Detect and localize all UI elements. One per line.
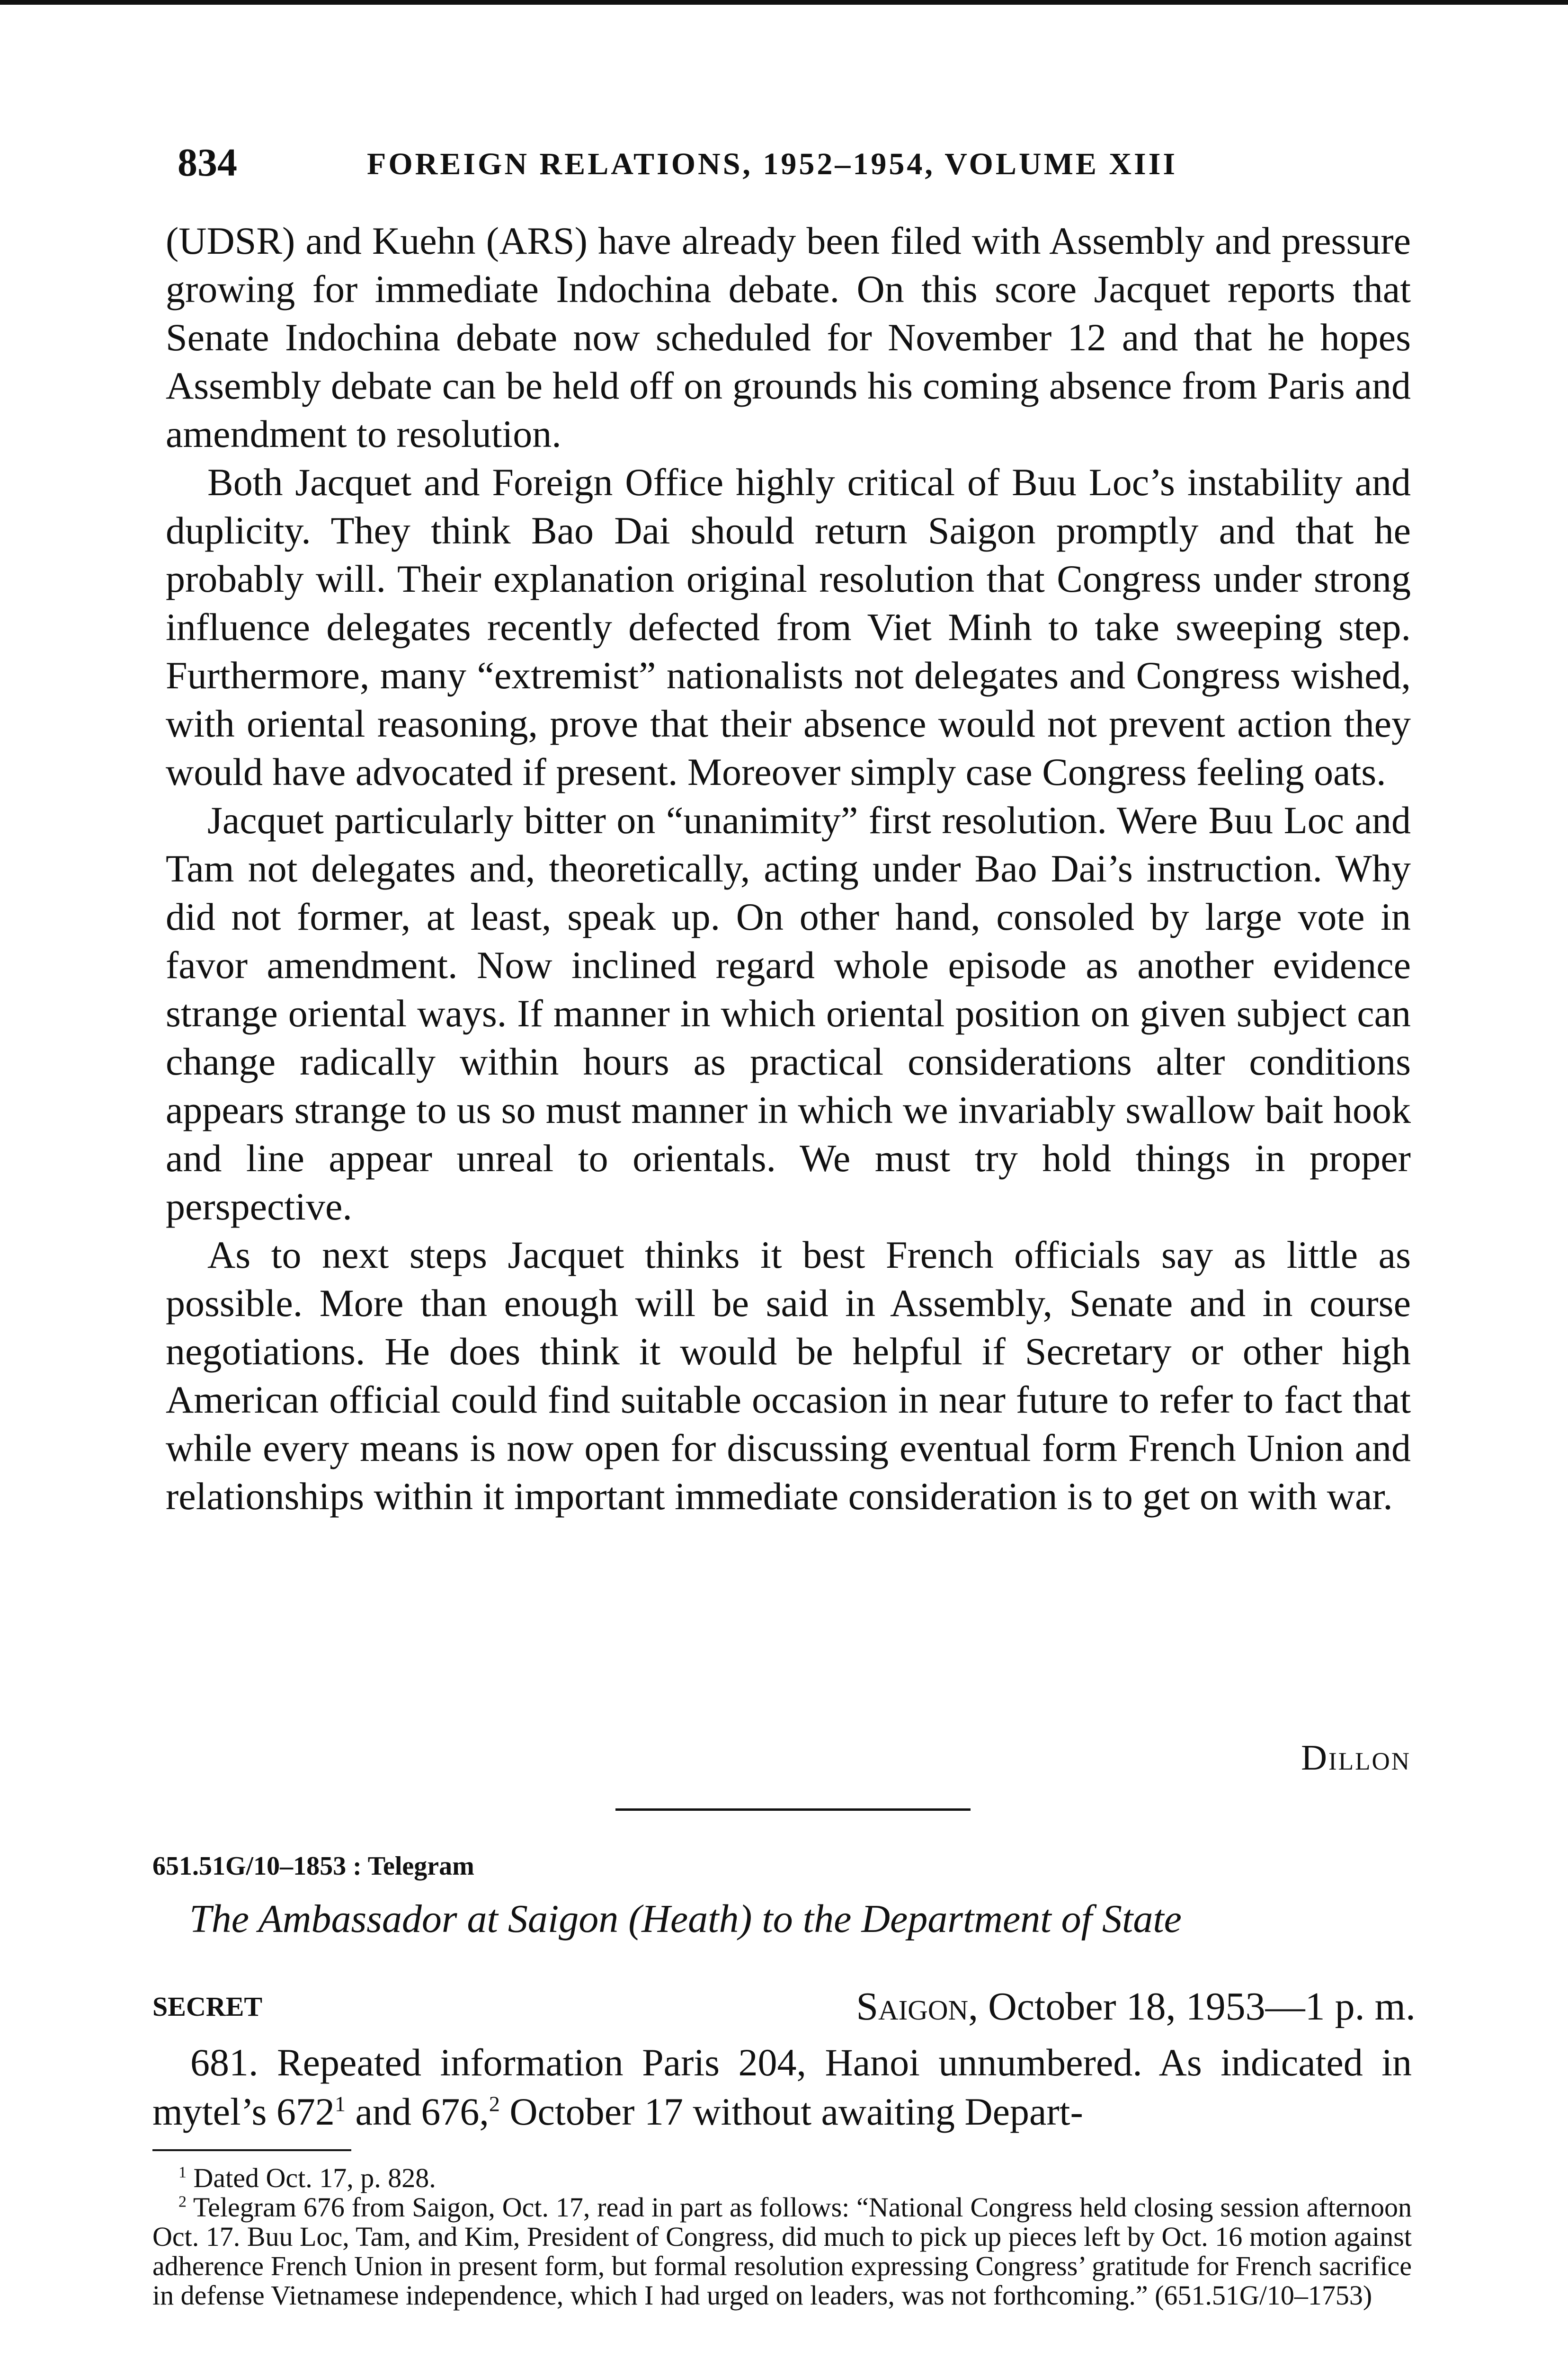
paragraph-1: (UDSR) and Kuehn (ARS) have already been filed with Assembly and pressure growing for immediate Indochina debate. On this score Jacquet reports that Senate Indochina debate now scheduled for November 12 and that he hopes Assembly debate can be held off on grounds his coming absence from Paris and amendment to resolution. xyxy=(166,219,1411,455)
footnote-2-mark: 2 xyxy=(178,2193,187,2211)
dateline-place: Saigon xyxy=(856,1984,969,2029)
file-reference: 651.51G/10–1853 : Telegram xyxy=(152,1851,474,1881)
paragraph-3: Jacquet particularly bitter on “unanimity” first resolution. Were Buu Loc and Tam not delegates and, theoretically, acting under Bao Dai’s instruction. Why did not former, at least, speak up. On other hand, consoled by large vote in favor amendment. Now inclined regard whole episode as another evidence strange oriental ways. If manner in which oriental position on given subject can change radically within hours as practical considerations alter conditions appears strange to us so must manner in which we invariably swallow bait hook and line appear unreal to orientals. We must try hold things in proper perspective. xyxy=(166,799,1411,1228)
document-title: The Ambassador at Saigon (Heath) to the Department of State xyxy=(189,1897,1182,1941)
signature: Dillon xyxy=(1301,1738,1411,1778)
footnote-2-text: Telegram 676 from Saigon, Oct. 17, read in part as follows: “National Congress held closing session afternoon Oct. 17. Buu Loc, Tam, and Kim, President of Congress, did much to pick up pieces left by Oct. 16 motion against adherence French Union in present form, but formal resolution expressing Congress’ gratitude for French sacrifice in defense Vietnamese independence, which I had urged on leaders, was not forthcoming.” (651.51G/10–1753) xyxy=(152,2192,1412,2311)
footnote-1-text: Dated Oct. 17, p. 828. xyxy=(187,2162,436,2193)
footnote-rule xyxy=(152,2149,351,2151)
footnote-1 xyxy=(152,2163,1412,2193)
telegram-text-a: 681. Repeated information Paris 204, Hanoi unnumbered. As indicated in mytel’s 672 xyxy=(152,2041,1412,2133)
section-divider xyxy=(615,1808,971,1811)
footnote-1-mark: 1 xyxy=(178,2163,187,2181)
dateline xyxy=(776,1984,1416,2029)
footnotes xyxy=(152,2163,1412,2310)
running-head: FOREIGN RELATIONS, 1952–1954, VOLUME XIII xyxy=(367,147,1178,181)
classification-label: SECRET xyxy=(152,1991,263,2022)
main-text xyxy=(166,217,1411,1521)
page-header xyxy=(178,140,1423,187)
footnote-ref-2: 2 xyxy=(489,2091,500,2116)
telegram-text-b: and 676, xyxy=(345,2090,489,2133)
telegram-text xyxy=(152,2038,1412,2136)
page-number: 834 xyxy=(178,141,237,185)
footnote-2 xyxy=(152,2193,1412,2310)
paragraph-4: As to next steps Jacquet thinks it best French officials say as little as possible. More than enough will be said in Assembly, Senate and in course negotiations. He does think it would be helpful if Secretary or other high American official could find suitable occasion in near future to refer to fact that while every means is now open for discussing eventual form French Union and relationships within it important immediate consideration is to get on with war. xyxy=(166,1233,1411,1518)
footnote-ref-1: 1 xyxy=(334,2091,346,2116)
telegram-text-c: October 17 without awaiting Depart- xyxy=(499,2090,1083,2133)
paragraph-2: Both Jacquet and Foreign Office highly critical of Buu Loc’s instability and duplicity. They think Bao Dai should return Saigon promptly and that he probably will. Their explanation original resolution that Congress under strong influence delegates recently defected from Viet Minh to take sweeping step. Furthermore, many “extremist” nationalists not delegates and Congress wished, with oriental reasoning, prove that their absence would not prevent action they would have advocated if present. Moreover simply case Congress feeling oats. xyxy=(166,461,1411,793)
dateline-date: , October 18, 1953—1 p. m. xyxy=(968,1984,1416,2029)
